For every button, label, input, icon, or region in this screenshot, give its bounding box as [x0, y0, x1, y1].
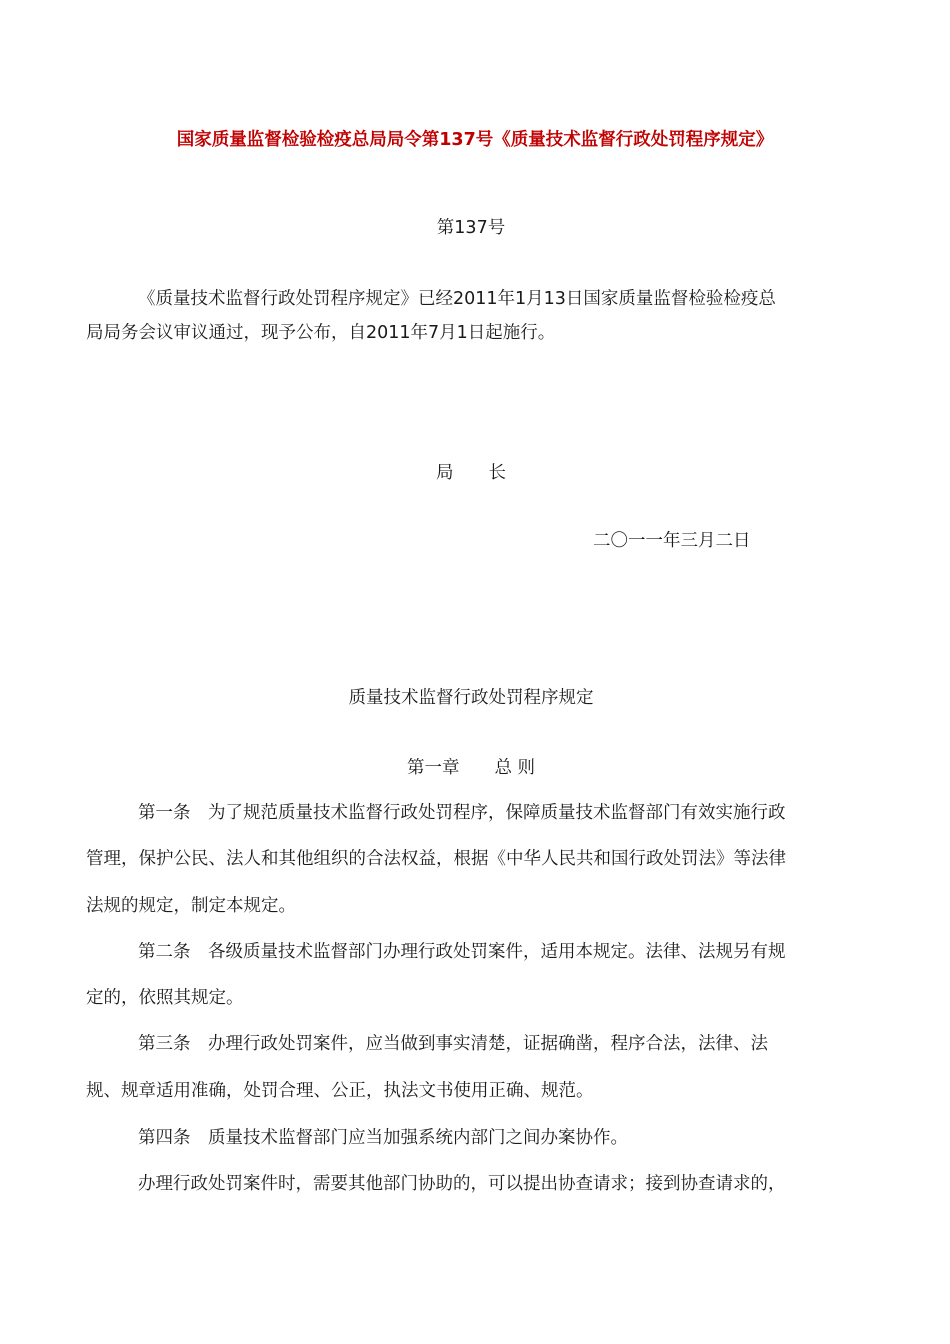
article-1-line-3: 法规的规定，制定本规定。	[86, 896, 296, 916]
promulgation-line-2: 局局务会议审议通过，现予公布，自2011年7月1日起施行。	[86, 323, 556, 343]
document-title: 国家质量监督检验检疫总局局令第137号《质量技术监督行政处罚程序规定》	[176, 130, 774, 150]
article-4-line-2: 办理行政处罚案件时，需要其他部门协助的，可以提出协查请求；接到协查请求的，	[138, 1174, 786, 1194]
signer: 局 长	[436, 463, 506, 483]
article-4-line-1: 第四条 质量技术监督部门应当加强系统内部门之间办案协作。	[138, 1128, 628, 1148]
rules-title: 质量技术监督行政处罚程序规定	[348, 688, 594, 708]
article-1-line-2: 管理，保护公民、法人和其他组织的合法权益，根据《中华人民共和国行政处罚法》等法律	[86, 849, 786, 869]
article-2-line-1: 第二条 各级质量技术监督部门办理行政处罚案件，适用本规定。法律、法规另有规	[138, 942, 786, 962]
promulgation-line-1: 《质量技术监督行政处罚程序规定》已经2011年1月13日国家质量监督检验检疫总	[138, 289, 776, 309]
article-3-line-1: 第三条 办理行政处罚案件，应当做到事实清楚，证据确凿，程序合法，法律、法	[138, 1034, 768, 1054]
article-1-line-1: 第一条 为了规范质量技术监督行政处罚程序，保障质量技术监督部门有效实施行政	[138, 803, 786, 823]
article-2-line-2: 定的，依照其规定。	[86, 988, 244, 1008]
chapter-heading: 第一章 总 则	[406, 758, 536, 778]
issue-date: 二〇一一年三月二日	[593, 531, 751, 551]
order-number: 第137号	[436, 218, 506, 238]
article-3-line-2: 规、规章适用准确，处罚合理、公正，执法文书使用正确、规范。	[86, 1081, 594, 1101]
